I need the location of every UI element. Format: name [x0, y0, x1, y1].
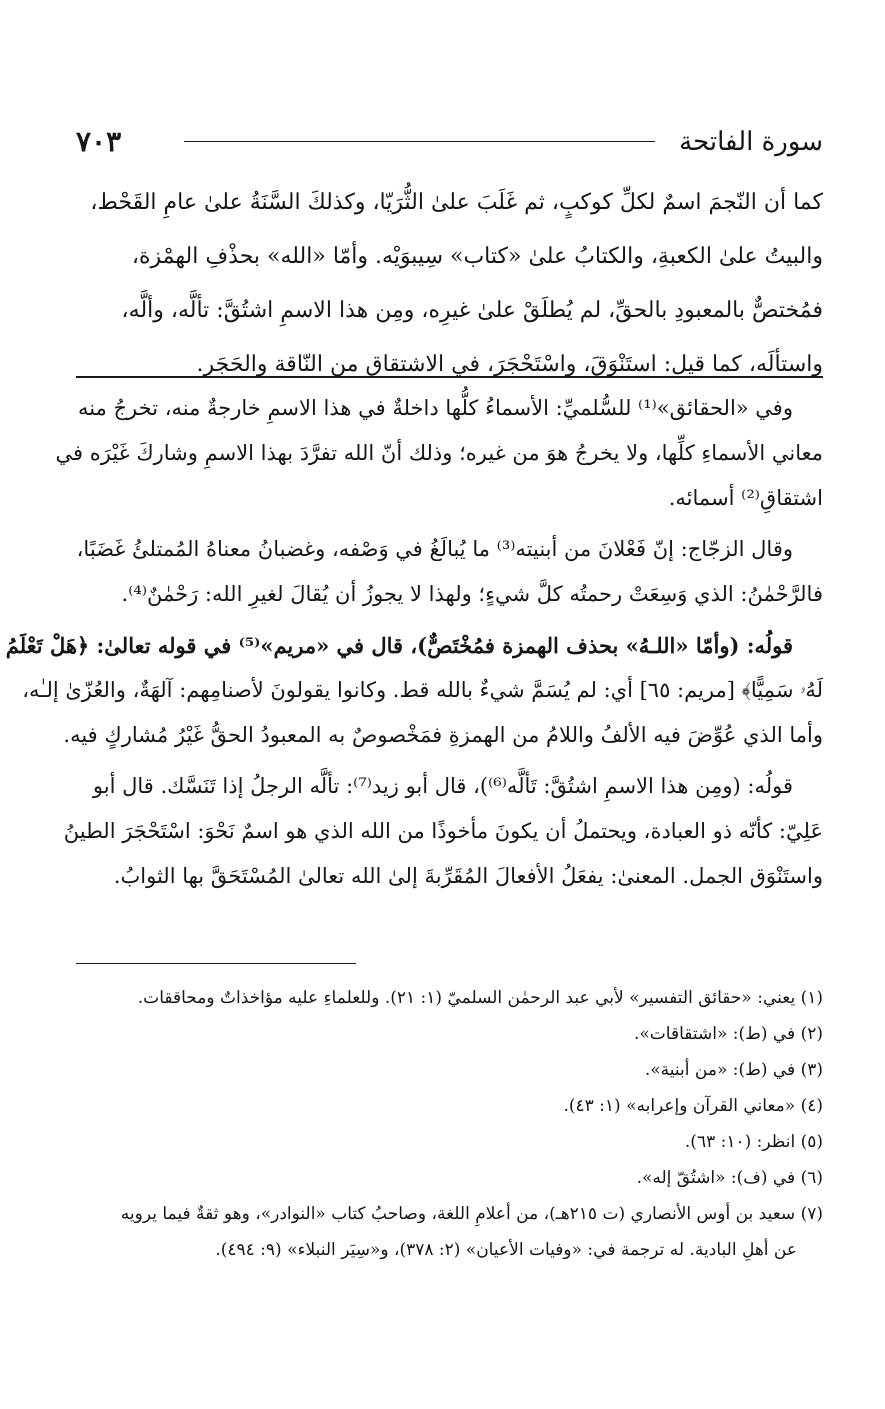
commentary-line: وقال الزجّاج: إنّ فَعْلانَ من أبنيته⁽³⁾ ما يُبالَغُ في وَصْفه، وغضبانُ معناهُ المُمتلئُ غَضَبًا، — [76, 537, 793, 561]
commentary-line: واستَنْوَق الجمل. المعنىٰ: يفعَلُ الأفعالَ المُقَرِّبةَ إلىٰ الله تعالىٰ المُسْتَحَقَّ بها الثوابُ. — [113, 864, 823, 888]
footnote-continuation: عن أهلِ البادية. له ترجمة في: «وفيات الأعيان» (٢: ٣٧٨)، و«سِيَر النبلاء» (٩: ٤٩٤). — [215, 1240, 797, 1260]
footnote: (٤) «معاني القرآن وإعرابه» (١: ٤٣). — [563, 1096, 823, 1116]
commentary-line: قولُه: (وأمّا «اللـهُ» بحذف الهمزة فمُخْتَصٌّ)، قال في «مريم»⁽⁵⁾ في قوله تعالىٰ: ﴿هَلْ تَعْلَمُ — [5, 633, 793, 658]
main-text-line: والبيتُ علىٰ الكعبةِ، والكتابُ علىٰ «كتاب» سِيبوَيْه. وأمّا «الله» بحذْفِ الهمْزة، — [131, 244, 823, 269]
footnotes — [76, 980, 823, 1268]
page-header — [76, 122, 823, 162]
commentary-line: وفي «الحقائق»⁽¹⁾ للسُّلميِّ: الأسماءُ كلُّها داخلةٌ في هذا الاسمِ خارجةٌ منه، تخرجُ منه — [77, 396, 793, 420]
commentary-line: وأما الذي عُوِّضَ فيه الألفُ واللامُ من الهمزةِ فمَخْصوصٌ به المعبودُ الحقُّ غَيْرُ مُشاركٍ فيه. — [63, 723, 823, 747]
commentary-line: لَهُۥ سَمِيًّا﴾ [مريم: ٦٥] أي: لم يُسَمَّ شيءٌ بالله قط. وكانوا يقولونَ لأصنامِهم: آلهَةٌ، والعُزّىٰ إلـٰه، — [22, 678, 823, 702]
footnote: (٦) في (ف): «اشتُقّ إله». — [636, 1168, 823, 1188]
main-text-separator — [76, 376, 823, 378]
commentary-line: اشتقاقِ⁽²⁾ أسمائه. — [668, 486, 823, 510]
commentary — [5, 386, 823, 899]
commentary-line: معاني الأسماءِ كلِّها، ولا يخرجُ هوَ من غيره؛ وذلك أنّ الله تفرَّدَ بهذا الاسمِ وشاركَ غَيْرَه في — [55, 441, 823, 465]
page-number: ٧٠٣ — [76, 125, 122, 158]
commentary-line: عَلِيّ: كأنّه ذو العبادة، ويحتملُ أن يكونَ مأخوذًا من الله الذي هو اسمٌ نَحْوَ: اسْتَحْجَرَ الطينُ — [63, 819, 823, 843]
footnote: (٣) في (ط): «من أبنية». — [644, 1060, 823, 1080]
main-text-line: واستألَه، كما قيل: استَنْوَقَ، واسْتَحْجَرَ، في الاشتقاق من النّاقة والحَجَر. — [196, 352, 823, 377]
surah-title: سورة الفاتحة — [679, 127, 823, 157]
footnote: (٥) انظر: (١٠: ٦٣). — [684, 1132, 823, 1152]
footnote: (٧) سعيد بن أوس الأنصاري (ت ٢١٥هـ)، من أعلامِ اللغة، وصاحبُ كتاب «النوادر»، وهو ثقةٌ فيما يرويه — [120, 1204, 823, 1224]
main-text-line: كما أن النّجمَ اسمٌ لكلِّ كوكبٍ، ثم غَلَبَ علىٰ الثُّرَيّا، وكذلكَ السَّنَةُ علىٰ عامِ القَحْط، — [90, 190, 823, 215]
footnote-separator — [76, 963, 356, 964]
main-text-line: فمُختصٌّ بالمعبودِ بالحقِّ، لم يُطلَقْ علىٰ غيرِه، ومِن هذا الاسمِ اشتُقَّ: تألَّه، وألَّه، — [121, 298, 823, 323]
footnote: (٢) في (ط): «اشتقاقات». — [633, 1024, 823, 1044]
footnote: (١) يعني: «حقائق التفسير» لأبي عبد الرحمٰن السلميّ (١: ٢١). وللعلماءِ عليه مؤاخذاتٌ ومحاققات. — [137, 988, 823, 1008]
commentary-line: فالرَّحْمٰنُ: الذي وَسِعَتْ رحمتُه كلَّ شيءٍ؛ ولهذا لا يجوزُ أن يُقالَ لغيرِ الله: رَحْمٰنٌ⁽⁴⁾. — [121, 582, 823, 606]
book-page — [5, 0, 823, 1409]
commentary-line: قولُه: (ومِن هذا الاسمِ اشتُقَّ: تَألَّه⁽⁶⁾)، قال أبو زيد⁽⁷⁾: تألَّه الرجلُ إذا تَنَسَّك. قال أبو — [92, 774, 793, 798]
main-text — [76, 176, 823, 392]
header-rule — [184, 141, 655, 142]
